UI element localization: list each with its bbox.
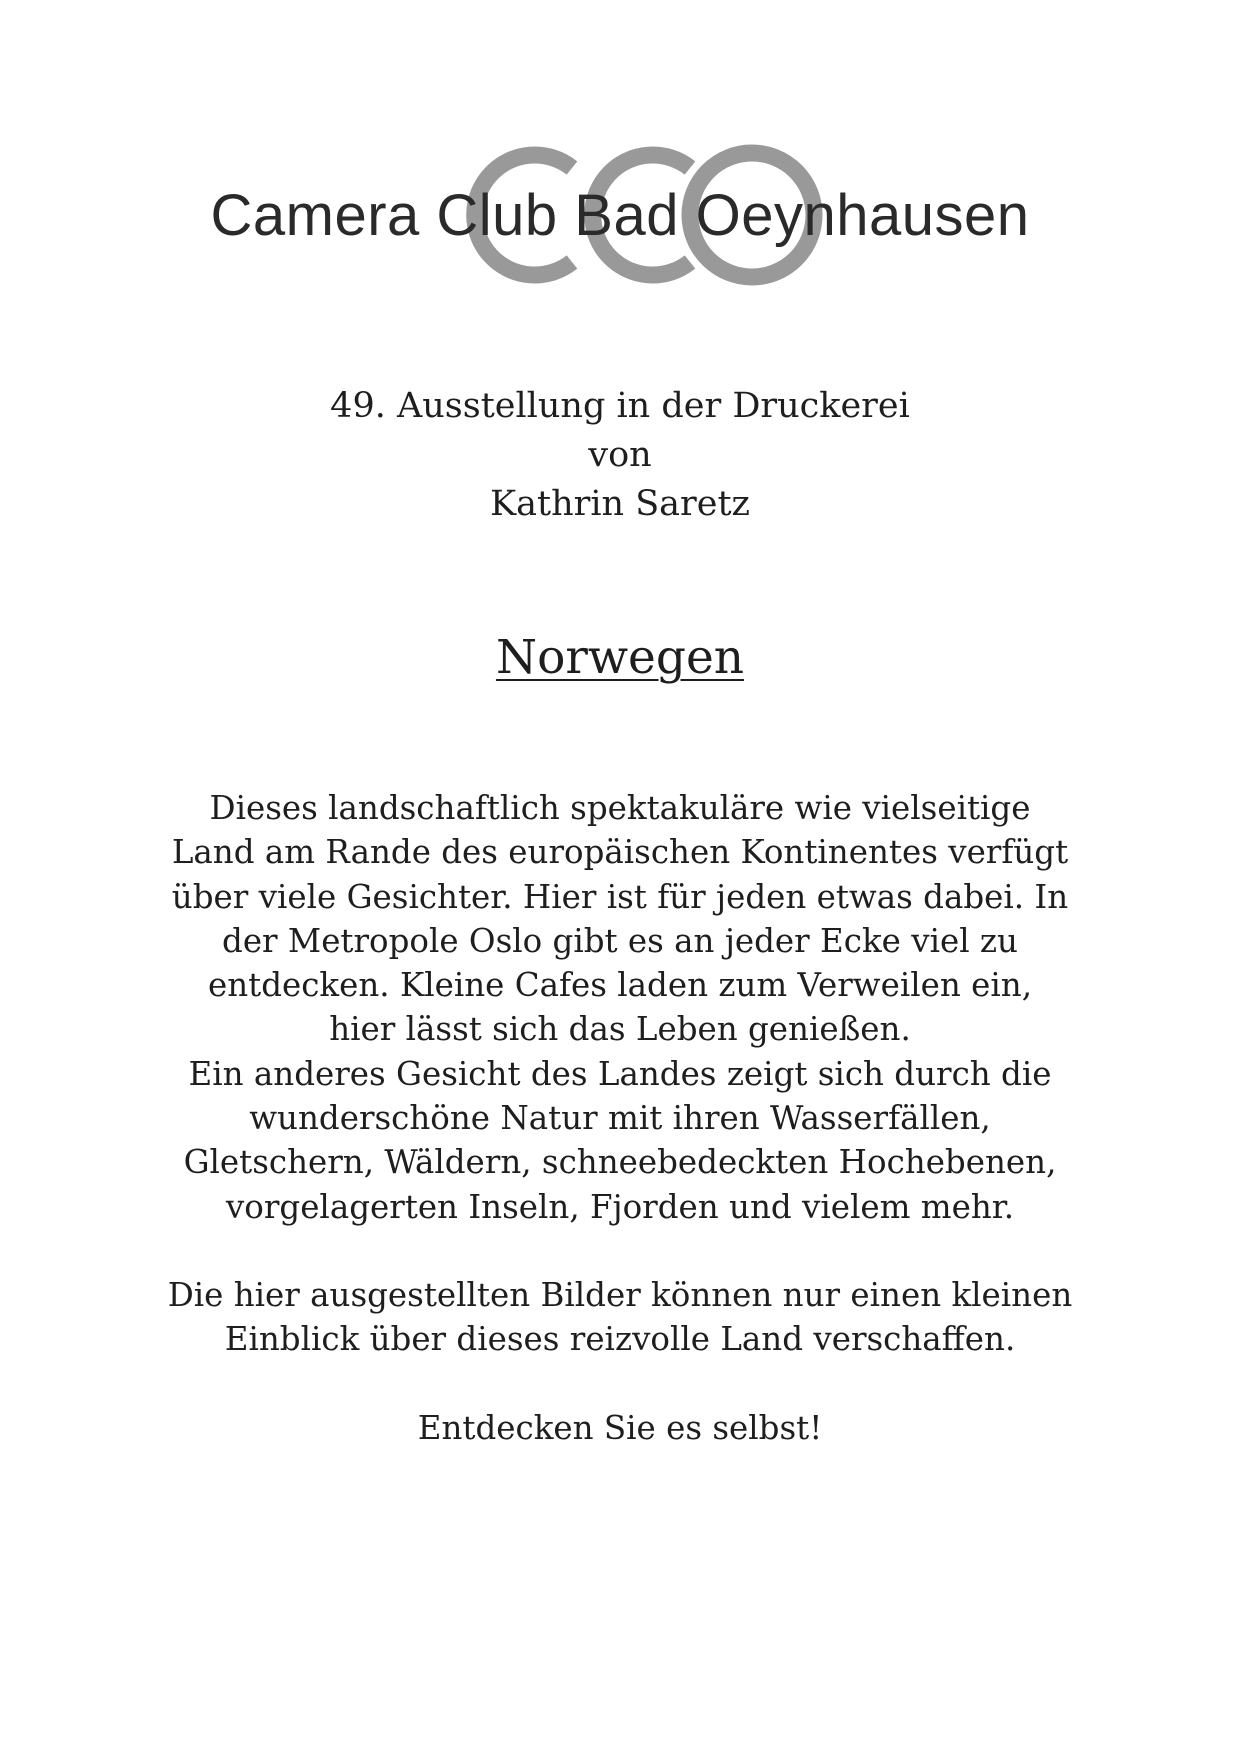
paragraph-1 (0, 786, 1240, 1229)
artist-name: Kathrin Saretz (489, 484, 750, 524)
text-line: Einblick über dieses reizvolle Land verschaffen. (224, 1320, 1016, 1359)
text-line: Die hier ausgestellten Bilder können nur einen kleinen (167, 1275, 1073, 1314)
text-line: der Metropole Oslo gibt es an jeder Ecke viel zu (222, 921, 1018, 960)
paragraph-gap (0, 1229, 1240, 1273)
paragraph-gap (0, 1362, 1240, 1406)
club-logo (0, 140, 1240, 290)
text-line: vorgelagerten Inseln, Fjorden und vielem mehr. (225, 1187, 1015, 1226)
text-line: wunderschöne Natur mit ihren Wasserfällen, (249, 1099, 991, 1138)
intro-von-line: von (588, 435, 652, 475)
text-line: entdecken. Kleine Cafes laden zum Verweilen ein, (207, 966, 1033, 1005)
text-line: Gletschern, Wäldern, schneebedeckten Hochebenen, (183, 1143, 1057, 1182)
text-line: Land am Rande des europäischen Kontinentes verfügt (171, 833, 1069, 872)
club-name: Camera Club Bad Oeynhausen (210, 183, 1030, 248)
text-line: Dieses landschaftlich spektakuläre wie vielseitige (209, 789, 1031, 827)
exhibition-intro (0, 382, 1240, 529)
closing-line: Entdecken Sie es selbst! (417, 1408, 823, 1447)
exhibition-description (0, 786, 1240, 1450)
text-line: über viele Gesichter. Hier ist für jeden etwas dabei. In (171, 877, 1069, 916)
text-line: hier lässt sich das Leben genießen. (329, 1010, 911, 1049)
exhibition-title (0, 628, 1240, 688)
text-line: Ein anderes Gesicht des Landes zeigt sich durch die (188, 1054, 1052, 1093)
title-text: Norwegen (495, 630, 745, 685)
exhibition-number-line: 49. Ausstellung in der Druckerei (330, 386, 910, 426)
paragraph-2 (0, 1273, 1240, 1362)
